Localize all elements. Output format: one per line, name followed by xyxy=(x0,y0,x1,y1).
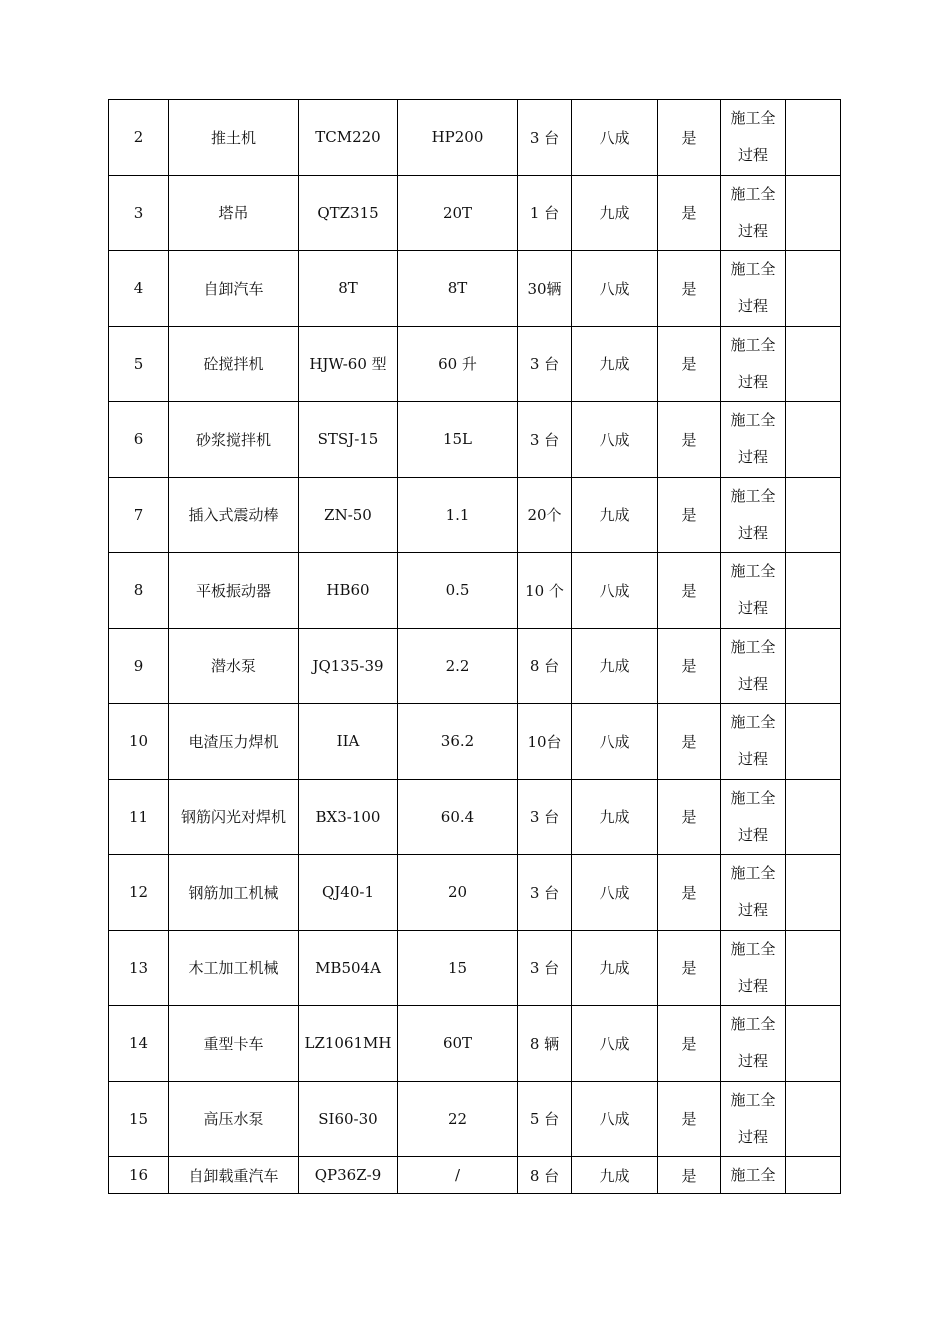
cell-equipment-name: 高压水泵 xyxy=(169,1081,299,1157)
cell-quantity: 3 台 xyxy=(518,855,572,931)
cell-remarks xyxy=(786,704,841,780)
cell-equipment-name: 插入式震动棒 xyxy=(169,477,299,553)
cell-equipment-name: 木工加工机械 xyxy=(169,930,299,1006)
usage-stage-text: 施工全过程 xyxy=(730,486,776,542)
cell-quantity: 3 台 xyxy=(518,402,572,478)
cell-condition: 八成 xyxy=(572,1081,658,1157)
table-row xyxy=(109,1157,841,1194)
cell-spec: 20T xyxy=(398,175,518,251)
cell-model: SI60-30 xyxy=(299,1081,398,1157)
usage-stage-text: 施工全过程 xyxy=(730,184,776,240)
cell-qualified: 是 xyxy=(658,100,721,176)
cell-usage-stage xyxy=(721,704,786,780)
cell-equipment-name: 钢筋加工机械 xyxy=(169,855,299,931)
cell-number: 2 xyxy=(109,100,169,176)
cell-number: 13 xyxy=(109,930,169,1006)
cell-quantity: 3 台 xyxy=(518,930,572,1006)
table-row xyxy=(109,628,841,704)
cell-condition: 八成 xyxy=(572,704,658,780)
cell-quantity: 10台 xyxy=(518,704,572,780)
cell-model: BX3-100 xyxy=(299,779,398,855)
cell-usage-stage xyxy=(721,1157,786,1194)
cell-qualified: 是 xyxy=(658,402,721,478)
cell-spec: 60.4 xyxy=(398,779,518,855)
cell-equipment-name: 重型卡车 xyxy=(169,1006,299,1082)
cell-equipment-name: 砼搅拌机 xyxy=(169,326,299,402)
table-body xyxy=(109,100,841,1194)
cell-model: HB60 xyxy=(299,553,398,629)
cell-condition: 九成 xyxy=(572,477,658,553)
cell-remarks xyxy=(786,1006,841,1082)
cell-spec: / xyxy=(398,1157,518,1194)
cell-spec: 0.5 xyxy=(398,553,518,629)
cell-spec: 60 升 xyxy=(398,326,518,402)
usage-stage-text: 施工全过程 xyxy=(730,562,776,618)
equipment-table xyxy=(108,99,841,1194)
table-row xyxy=(109,402,841,478)
cell-equipment-name: 平板振动器 xyxy=(169,553,299,629)
cell-spec: 15L xyxy=(398,402,518,478)
cell-condition: 八成 xyxy=(572,251,658,327)
table-row xyxy=(109,477,841,553)
table-row xyxy=(109,553,841,629)
cell-number: 12 xyxy=(109,855,169,931)
cell-remarks xyxy=(786,855,841,931)
cell-usage-stage xyxy=(721,100,786,176)
cell-usage-stage xyxy=(721,1081,786,1157)
cell-qualified: 是 xyxy=(658,553,721,629)
cell-number: 4 xyxy=(109,251,169,327)
cell-condition: 九成 xyxy=(572,1157,658,1194)
table-row xyxy=(109,251,841,327)
cell-condition: 八成 xyxy=(572,1006,658,1082)
cell-spec: 36.2 xyxy=(398,704,518,780)
cell-number: 5 xyxy=(109,326,169,402)
cell-model: ZN-50 xyxy=(299,477,398,553)
cell-condition: 八成 xyxy=(572,855,658,931)
cell-number: 11 xyxy=(109,779,169,855)
cell-model: HJW-60 型 xyxy=(299,326,398,402)
cell-spec: 8T xyxy=(398,251,518,327)
cell-condition: 九成 xyxy=(572,779,658,855)
cell-qualified: 是 xyxy=(658,704,721,780)
table-row xyxy=(109,175,841,251)
cell-usage-stage xyxy=(721,1006,786,1082)
cell-usage-stage xyxy=(721,251,786,327)
cell-condition: 九成 xyxy=(572,175,658,251)
cell-quantity: 8 台 xyxy=(518,628,572,704)
cell-remarks xyxy=(786,326,841,402)
cell-number: 3 xyxy=(109,175,169,251)
cell-model: LZ1061MH xyxy=(299,1006,398,1082)
cell-quantity: 5 台 xyxy=(518,1081,572,1157)
usage-stage-text: 施工全过程 xyxy=(730,713,776,769)
cell-qualified: 是 xyxy=(658,326,721,402)
usage-stage-text: 施工全过程 xyxy=(730,788,776,844)
cell-remarks xyxy=(786,553,841,629)
table-row xyxy=(109,855,841,931)
cell-model: MB504A xyxy=(299,930,398,1006)
cell-condition: 八成 xyxy=(572,402,658,478)
cell-qualified: 是 xyxy=(658,1006,721,1082)
cell-qualified: 是 xyxy=(658,930,721,1006)
cell-remarks xyxy=(786,628,841,704)
cell-quantity: 3 台 xyxy=(518,779,572,855)
cell-number: 10 xyxy=(109,704,169,780)
cell-number: 16 xyxy=(109,1157,169,1194)
cell-qualified: 是 xyxy=(658,477,721,553)
cell-remarks xyxy=(786,477,841,553)
table-row xyxy=(109,100,841,176)
cell-equipment-name: 砂浆搅拌机 xyxy=(169,402,299,478)
table-row xyxy=(109,1006,841,1082)
cell-condition: 八成 xyxy=(572,100,658,176)
cell-equipment-name: 电渣压力焊机 xyxy=(169,704,299,780)
cell-usage-stage xyxy=(721,855,786,931)
usage-stage-text: 施工全过程 xyxy=(730,864,776,920)
usage-stage-text: 施工全过程 xyxy=(730,260,776,316)
cell-spec: 60T xyxy=(398,1006,518,1082)
cell-model: JQ135-39 xyxy=(299,628,398,704)
usage-stage-text: 施工全过程 xyxy=(730,1090,776,1146)
cell-usage-stage xyxy=(721,930,786,1006)
cell-remarks xyxy=(786,779,841,855)
cell-quantity: 30辆 xyxy=(518,251,572,327)
cell-model: TCM220 xyxy=(299,100,398,176)
cell-condition: 九成 xyxy=(572,628,658,704)
cell-equipment-name: 塔吊 xyxy=(169,175,299,251)
cell-remarks xyxy=(786,402,841,478)
cell-model: QP36Z-9 xyxy=(299,1157,398,1194)
usage-stage-text: 施工全过程 xyxy=(730,109,776,165)
cell-model: 8T xyxy=(299,251,398,327)
cell-qualified: 是 xyxy=(658,779,721,855)
cell-remarks xyxy=(786,1157,841,1194)
cell-usage-stage xyxy=(721,477,786,553)
cell-qualified: 是 xyxy=(658,1081,721,1157)
cell-equipment-name: 推土机 xyxy=(169,100,299,176)
cell-equipment-name: 钢筋闪光对焊机 xyxy=(169,779,299,855)
cell-usage-stage xyxy=(721,175,786,251)
cell-remarks xyxy=(786,175,841,251)
table-row xyxy=(109,326,841,402)
cell-number: 8 xyxy=(109,553,169,629)
usage-stage-text: 施工全过程 xyxy=(730,411,776,467)
cell-spec: 1.1 xyxy=(398,477,518,553)
cell-usage-stage xyxy=(721,402,786,478)
table-row xyxy=(109,1081,841,1157)
cell-condition: 九成 xyxy=(572,326,658,402)
cell-qualified: 是 xyxy=(658,251,721,327)
cell-quantity: 3 台 xyxy=(518,100,572,176)
usage-stage-text: 施工全过程 xyxy=(730,335,776,391)
cell-number: 14 xyxy=(109,1006,169,1082)
cell-spec: HP200 xyxy=(398,100,518,176)
usage-stage-text: 施工全 xyxy=(730,1166,776,1184)
cell-usage-stage xyxy=(721,779,786,855)
cell-qualified: 是 xyxy=(658,1157,721,1194)
cell-quantity: 1 台 xyxy=(518,175,572,251)
cell-remarks xyxy=(786,251,841,327)
cell-quantity: 3 台 xyxy=(518,326,572,402)
cell-spec: 2.2 xyxy=(398,628,518,704)
cell-number: 9 xyxy=(109,628,169,704)
cell-usage-stage xyxy=(721,326,786,402)
cell-equipment-name: 自卸汽车 xyxy=(169,251,299,327)
usage-stage-text: 施工全过程 xyxy=(730,1015,776,1071)
cell-model: IIA xyxy=(299,704,398,780)
table-row xyxy=(109,779,841,855)
cell-quantity: 8 辆 xyxy=(518,1006,572,1082)
cell-equipment-name: 自卸载重汽车 xyxy=(169,1157,299,1194)
cell-model: QJ40-1 xyxy=(299,855,398,931)
cell-remarks xyxy=(786,100,841,176)
cell-condition: 九成 xyxy=(572,930,658,1006)
cell-model: QTZ315 xyxy=(299,175,398,251)
table-row xyxy=(109,930,841,1006)
table-row xyxy=(109,704,841,780)
cell-number: 6 xyxy=(109,402,169,478)
cell-spec: 22 xyxy=(398,1081,518,1157)
cell-remarks xyxy=(786,930,841,1006)
cell-equipment-name: 潜水泵 xyxy=(169,628,299,704)
usage-stage-text: 施工全过程 xyxy=(730,939,776,995)
cell-spec: 20 xyxy=(398,855,518,931)
cell-remarks xyxy=(786,1081,841,1157)
cell-usage-stage xyxy=(721,628,786,704)
cell-qualified: 是 xyxy=(658,855,721,931)
cell-number: 7 xyxy=(109,477,169,553)
usage-stage-text: 施工全过程 xyxy=(730,637,776,693)
cell-number: 15 xyxy=(109,1081,169,1157)
cell-spec: 15 xyxy=(398,930,518,1006)
cell-quantity: 10 个 xyxy=(518,553,572,629)
cell-qualified: 是 xyxy=(658,628,721,704)
cell-model: STSJ-15 xyxy=(299,402,398,478)
cell-usage-stage xyxy=(721,553,786,629)
cell-condition: 八成 xyxy=(572,553,658,629)
cell-quantity: 8 台 xyxy=(518,1157,572,1194)
cell-quantity: 20个 xyxy=(518,477,572,553)
cell-qualified: 是 xyxy=(658,175,721,251)
